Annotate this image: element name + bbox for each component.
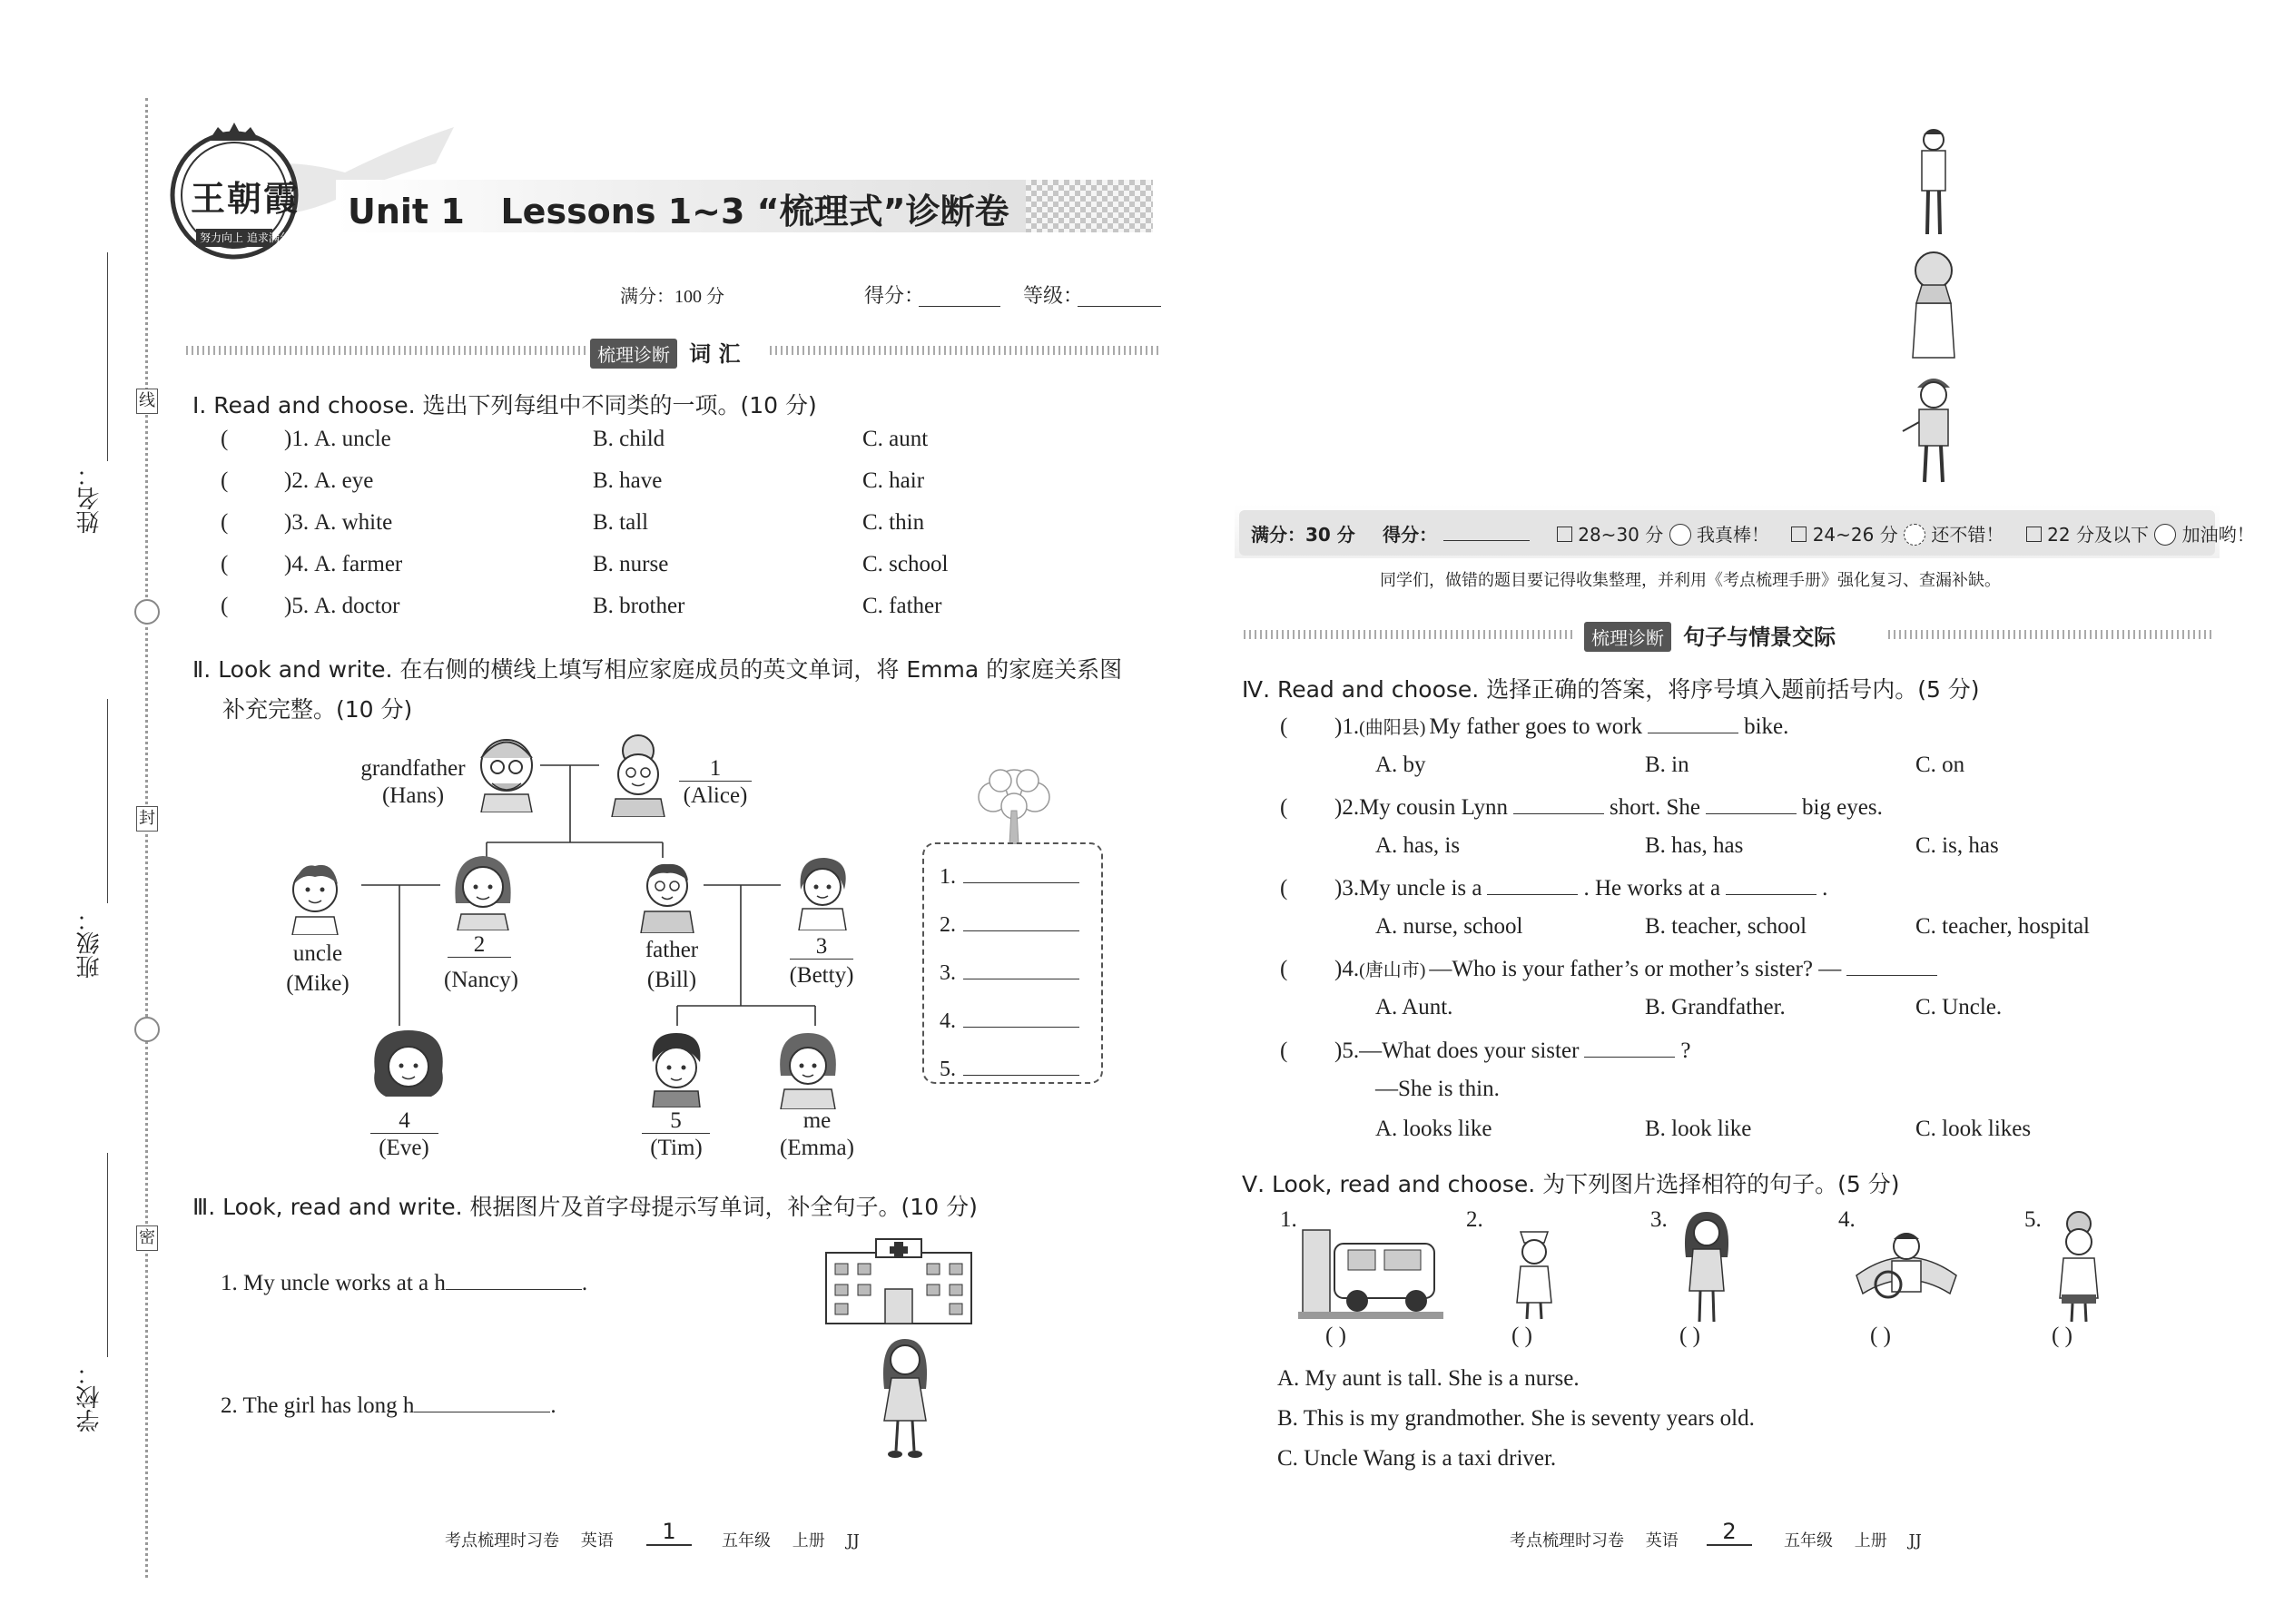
answer-line-number: 3.: [940, 961, 956, 985]
option-c: C. hair: [862, 468, 925, 493]
option-a: A. white: [314, 510, 393, 535]
part1-question: [221, 510, 392, 536]
footer-left: [445, 1528, 614, 1551]
answer-line: [940, 1007, 1079, 1034]
tall-man-icon: [1911, 127, 1956, 241]
picture-number: 1.: [1280, 1207, 1297, 1232]
part4-question: [1280, 793, 1883, 821]
range1-checkbox[interactable]: [1557, 527, 1572, 542]
score-box-field[interactable]: [1443, 522, 1530, 541]
answer-blank[interactable]: [446, 1269, 582, 1290]
footer-subject: 英语: [580, 1531, 614, 1550]
brother-tim-icon: [640, 1026, 713, 1107]
option-a: A. Aunt.: [1375, 995, 1453, 1019]
section-divider: [186, 346, 586, 355]
part2-heading: Ⅱ. Look and write. 在右侧的横线上填写相应家庭成员的英文单词，将 Emma 的家庭关系图: [192, 656, 1123, 683]
picture-number: 3.: [1650, 1207, 1668, 1232]
school-label: 学校：: [76, 1362, 103, 1432]
hospital-icon: [822, 1235, 976, 1325]
answer-paren[interactable]: (: [221, 594, 229, 618]
question-text: My uncle is a: [1359, 876, 1482, 901]
question-text: .: [1822, 876, 1828, 901]
section-tag-sentences: [1584, 619, 1836, 652]
part1-question: [221, 427, 391, 452]
answer-field[interactable]: [963, 910, 1079, 931]
cut-mark-mi: 密: [136, 1225, 158, 1251]
footer-right-meta: [1784, 1528, 1922, 1551]
section-tag: 梳理诊断: [590, 339, 677, 369]
question-source: (曲阳县): [1359, 718, 1426, 738]
question-number: )5.: [1334, 1038, 1360, 1063]
range2-label: 24~26 分: [1812, 524, 1898, 546]
name-label: 姓名：: [76, 463, 103, 534]
binding-ring-icon: [134, 599, 160, 625]
cheer-icon: [2154, 524, 2176, 546]
part1-question: [221, 594, 400, 619]
name-line: [107, 252, 108, 461]
footer-grade: 五年级: [722, 1531, 771, 1550]
worker-icon: [1897, 368, 1970, 486]
full-score: 满分：100 分: [620, 287, 724, 307]
nancy-name: (Nancy): [444, 968, 518, 992]
option-b: B. have: [593, 468, 663, 493]
answer-blank[interactable]: [1846, 955, 1937, 976]
answer-line: [940, 862, 1079, 890]
question-text: —What does your sister: [1359, 1038, 1580, 1063]
taxi-icon: [1298, 1221, 1443, 1321]
question-number: )2.: [284, 468, 310, 493]
answer-field[interactable]: [963, 1055, 1079, 1076]
footer-page-number: 2: [1707, 1519, 1752, 1546]
footer-subject: 英语: [1645, 1531, 1679, 1550]
section-title: 词 汇: [689, 341, 741, 367]
nurse-icon: [1502, 1221, 1566, 1321]
question-number: )4.: [284, 552, 310, 576]
option-b: B. look like: [1645, 1117, 1752, 1141]
answer-field[interactable]: [963, 862, 1079, 883]
binding-dotted-line: [145, 98, 148, 1578]
question-number: )3.: [284, 510, 310, 535]
question-number: )5.: [284, 594, 310, 618]
option-c: C. aunt: [862, 427, 929, 451]
cut-mark-xian: 线: [136, 389, 158, 414]
question-number: )1.: [1334, 714, 1360, 739]
question-number: )1.: [284, 427, 310, 451]
part4-question: [1280, 713, 1788, 740]
answer-paren[interactable]: (: [221, 427, 229, 451]
option-b: B. brother: [593, 594, 685, 618]
footer-ed: JJ: [1908, 1531, 1922, 1550]
footer-page-number: 1: [646, 1519, 692, 1546]
section-tag: 梳理诊断: [1584, 622, 1671, 652]
option-c: C. teacher, hospital: [1915, 914, 2090, 939]
section-tag-vocab: [590, 336, 740, 369]
tall-woman-icon: [1675, 1207, 1738, 1325]
part4-heading: Ⅳ. Read and choose. 选择正确的答案，将序号填入题前括号内。(5 分): [1242, 676, 1980, 703]
answer-line: [940, 1055, 1079, 1082]
option-a: A. farmer: [314, 552, 403, 576]
picture-answer-paren[interactable]: ( ): [1679, 1324, 1700, 1348]
question-number: )3.: [1334, 876, 1360, 901]
choice-sentence: B. This is my grandmother. She is seventy years old.: [1277, 1406, 1755, 1431]
footer-left-meta: [722, 1528, 860, 1551]
class-label: 班级：: [76, 908, 103, 979]
betty-blank-number: 3: [790, 935, 853, 960]
brand-name: 王朝霞: [191, 178, 300, 219]
answer-blank[interactable]: [1726, 874, 1816, 895]
emma-role: me: [802, 1108, 832, 1133]
option-b: B. teacher, school: [1645, 914, 1807, 939]
score-label: 得分：: [864, 285, 925, 308]
grade-label: 等级：: [1023, 285, 1084, 308]
smile-icon: [1904, 524, 1925, 546]
tim-name: (Tim): [650, 1136, 703, 1160]
section-divider: [770, 346, 1160, 355]
range1-text: 我真棒！: [1696, 524, 1769, 546]
option-c: C. thin: [862, 510, 925, 535]
part5-heading: Ⅴ. Look, read and choose. 为下列图片选择相符的句子。(5 分): [1242, 1171, 1900, 1197]
part4-question: [1280, 1037, 1691, 1064]
tree-icon: [964, 761, 1064, 844]
answer-paren[interactable]: (: [1280, 1038, 1288, 1063]
picture-number: 2.: [1466, 1207, 1483, 1232]
answer-blank[interactable]: [1706, 793, 1797, 814]
question-text: My cousin Lynn: [1359, 795, 1508, 820]
eve-name: (Eve): [379, 1136, 429, 1160]
footer-book: 考点梳理时习卷: [1510, 1531, 1624, 1550]
option-b: B. child: [593, 427, 665, 451]
answer-blank[interactable]: [1648, 713, 1738, 733]
range3-label: 22 分及以下: [2047, 524, 2149, 546]
question-text: 1. My uncle works at a h: [221, 1271, 446, 1295]
part1-question: [221, 552, 402, 577]
question-number: )4.: [1334, 957, 1360, 981]
option-b: B. nurse: [593, 552, 669, 576]
option-a: A. by: [1375, 753, 1426, 777]
question-text: —She is thin.: [1375, 1077, 1500, 1101]
option-c: C. school: [862, 552, 949, 576]
question-text: short. She: [1609, 795, 1700, 820]
range3-text: 加油哟！: [2181, 524, 2255, 546]
part1-question: [221, 468, 373, 494]
question-text: —Who is your father’s or mother’s sister? —: [1429, 957, 1842, 981]
answer-field[interactable]: [963, 1007, 1079, 1028]
part3-heading: Ⅲ. Look, read and write. 根据图片及首字母提示写单词，补全句子。(10 分): [192, 1194, 978, 1220]
page-title: Unit 1 Lessons 1~3 “梳理式”诊断卷: [348, 192, 1009, 231]
cousin-eve-icon: [368, 1026, 449, 1107]
section-divider: [1888, 630, 2215, 639]
school-line: [107, 1153, 108, 1357]
choice-sentence: C. Uncle Wang is a taxi driver.: [1277, 1446, 1557, 1471]
choice-sentence: A. My aunt is tall. She is a nurse.: [1277, 1366, 1580, 1391]
picture-answer-paren[interactable]: ( ): [2052, 1324, 2072, 1348]
question-text: .: [550, 1393, 556, 1418]
answer-field[interactable]: [963, 959, 1079, 979]
section-title: 句子与情景交际: [1683, 625, 1836, 650]
part2-heading-cont: 补充完整。(10 分): [222, 696, 413, 723]
driver-icon: [1852, 1221, 1961, 1312]
answer-paren[interactable]: (: [221, 552, 229, 576]
answer-paren[interactable]: (: [1280, 957, 1288, 981]
betty-name: (Betty): [789, 963, 854, 988]
option-b: B. tall: [593, 510, 649, 535]
answer-blank[interactable]: [414, 1392, 550, 1412]
bill-name: (Bill): [646, 968, 697, 992]
alice-blank-number: 1: [679, 757, 752, 782]
score-box-score: 得分：: [1383, 524, 1438, 546]
girl-long-hair-icon: [873, 1334, 937, 1462]
father-bill-icon: [635, 851, 699, 933]
option-b: B. in: [1645, 753, 1689, 777]
emma-name: (Emma): [780, 1136, 854, 1160]
range2-checkbox[interactable]: [1791, 527, 1807, 542]
score-panel-bg: [1235, 109, 2220, 558]
mother-betty-icon: [790, 849, 853, 930]
bill-role: father: [645, 938, 699, 962]
uncle-mike-icon: [283, 853, 347, 935]
part3-question: [221, 1392, 556, 1419]
binding-ring-icon: [134, 1017, 160, 1042]
footer-book: 考点梳理时习卷: [445, 1531, 559, 1550]
option-a: A. uncle: [314, 427, 391, 451]
answer-line-number: 1.: [940, 865, 956, 889]
answer-blank[interactable]: [1513, 793, 1604, 814]
range1-label: 28~30 分: [1578, 524, 1664, 546]
footer-ed: JJ: [846, 1531, 860, 1550]
aunt-nancy-icon: [447, 849, 519, 930]
footer-right: [1510, 1528, 1679, 1551]
question-text: bike.: [1744, 714, 1789, 739]
option-a: A. looks like: [1375, 1117, 1492, 1141]
footer-vol: 上册: [792, 1531, 825, 1550]
question-text: big eyes.: [1801, 795, 1883, 820]
picture-answer-paren[interactable]: ( ): [1325, 1324, 1346, 1348]
answer-paren[interactable]: (: [1280, 714, 1288, 739]
answer-line-number: 2.: [940, 913, 956, 937]
me-emma-icon: [772, 1026, 844, 1109]
class-line: [107, 699, 108, 903]
eve-blank-number: 4: [370, 1109, 438, 1134]
brand-tagline: 努力向上 追求满分: [200, 231, 290, 244]
range2-text: 还不错！: [1931, 524, 2004, 546]
answer-line-number: 5.: [940, 1058, 956, 1081]
option-c: C. look likes: [1915, 1117, 2032, 1141]
grandfather-icon: [1902, 247, 1965, 360]
hans-name: (Hans): [381, 783, 445, 808]
alice-name: (Alice): [683, 783, 748, 808]
mike-role: uncle: [292, 941, 343, 966]
answer-paren[interactable]: (: [1280, 876, 1288, 901]
grandmother-icon: [2047, 1207, 2111, 1325]
answer-paren[interactable]: (: [221, 468, 229, 493]
question-number: )2.: [1334, 795, 1360, 820]
option-b: B. has, has: [1645, 833, 1744, 858]
title-checker: [1026, 180, 1153, 232]
score-box-full: 满分：30 分: [1251, 524, 1355, 546]
part4-question: [1280, 874, 1827, 901]
range3-checkbox[interactable]: [2026, 527, 2042, 542]
picture-number: 5.: [2024, 1207, 2042, 1232]
question-text: . He works at a: [1583, 876, 1721, 901]
part1-heading: Ⅰ. Read and choose. 选出下列每组中不同类的一项。(10 分): [192, 392, 817, 418]
hans-role: grandfather: [360, 756, 466, 781]
answer-line-number: 4.: [940, 1009, 956, 1033]
option-a: A. doctor: [314, 594, 400, 618]
question-text: 2. The girl has long h: [221, 1393, 415, 1418]
footer-grade: 五年级: [1784, 1531, 1833, 1550]
question-text: ?: [1680, 1038, 1691, 1063]
option-a: A. has, is: [1375, 833, 1461, 858]
option-b: B. Grandfather.: [1645, 995, 1786, 1019]
picture-number: 4.: [1838, 1207, 1856, 1232]
answer-line: [940, 959, 1079, 986]
option-c: C. is, has: [1915, 833, 1999, 858]
grandmother-alice-icon: [606, 731, 670, 817]
part4-question: [1280, 955, 1943, 982]
picture-answer-paren[interactable]: ( ): [1870, 1324, 1891, 1348]
score-box-row: [1251, 520, 2255, 546]
answer-blank[interactable]: [1487, 874, 1578, 895]
question-text: .: [581, 1271, 588, 1295]
picture-answer-paren[interactable]: ( ): [1511, 1324, 1532, 1348]
answer-line: [940, 910, 1079, 938]
option-a: A. nurse, school: [1375, 914, 1523, 939]
question-source: (唐山市): [1359, 960, 1426, 980]
tim-blank-number: 5: [642, 1109, 710, 1134]
score-field[interactable]: [919, 284, 1000, 307]
answer-blank[interactable]: [1584, 1037, 1675, 1058]
nancy-blank-number: 2: [448, 933, 511, 958]
answer-paren[interactable]: (: [221, 510, 229, 535]
option-a: A. eye: [314, 468, 374, 493]
question-text: My father goes to work: [1429, 714, 1643, 739]
footer-vol: 上册: [1854, 1531, 1887, 1550]
review-note: 同学们，做错的题目要记得收集整理，并利用《考点梳理手册》强化复习、查漏补缺。: [1380, 571, 2001, 590]
option-c: C. on: [1915, 753, 1965, 777]
cut-mark-feng: 封: [136, 806, 158, 832]
option-c: C. father: [862, 594, 942, 618]
option-c: C. Uncle.: [1915, 995, 2003, 1019]
section-divider: [1244, 630, 1575, 639]
answer-paren[interactable]: (: [1280, 795, 1288, 820]
grade-field[interactable]: [1078, 284, 1161, 307]
part3-question: [221, 1269, 587, 1296]
mike-name: (Mike): [286, 971, 350, 996]
smile-icon: [1669, 524, 1691, 546]
